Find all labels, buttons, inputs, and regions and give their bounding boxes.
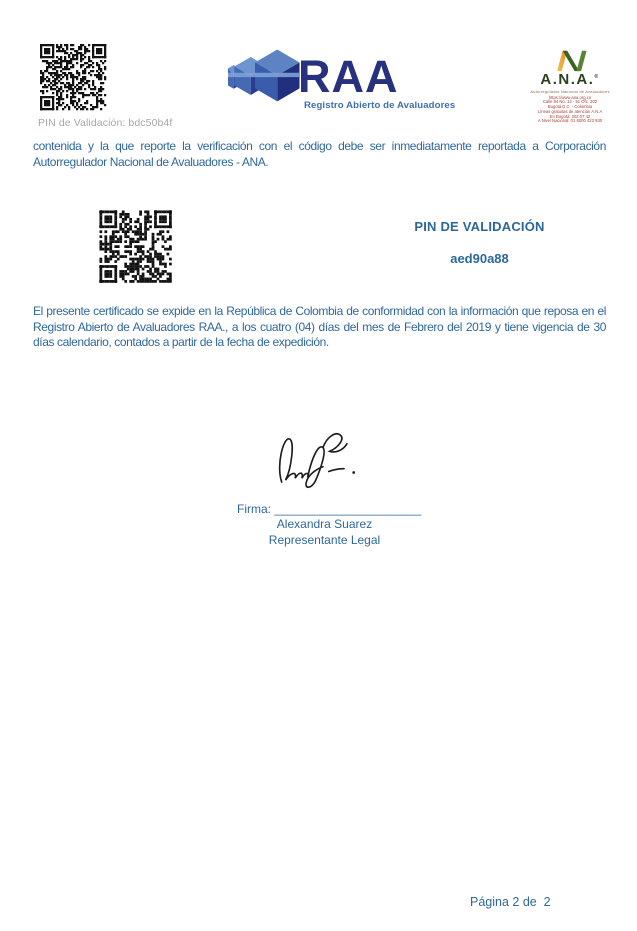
ana-registered-mark: ®	[594, 74, 600, 80]
pin-validation-block	[352, 219, 607, 266]
header-validation-qr-icon	[38, 42, 108, 112]
body-paragraph-1: contenida y la que reporte la verificación con el código debe ser inmediatamente reportada a Corporación Autorregulador Nacional de Avaluadores - ANA.	[33, 139, 606, 169]
ana-n-icon	[551, 48, 589, 72]
handwritten-signature	[274, 426, 370, 494]
pin-validation-value: aed90a88	[450, 251, 509, 266]
signature-block	[237, 502, 422, 548]
ana-address-lines: https://www.ana.org.co Calle 94 No. 14 - 51 Ofc. 202 Bogotá D.C. - Colombia Líneas gratuitas de atención A.N.A En Bogotá: 202 07 42 A Nivel Nacional: 01 8000 423 930	[537, 94, 603, 124]
raa-cubes-icon	[228, 38, 300, 114]
raa-tagline: Registro Abierto de Avaluadores	[304, 100, 456, 111]
pin-validation-qr-icon	[97, 208, 174, 285]
signatory-name: Alexandra Suarez	[276, 517, 373, 532]
pin-validation-title: PIN DE VALIDACIÓN	[414, 219, 545, 234]
signature-label-line: Firma: ______________________	[237, 502, 422, 516]
header-pin-caption: PIN de Validación: bdc50b4f	[38, 117, 173, 129]
body-paragraph-2: El presente certificado se expide en la República de Colombia de conformidad con la información que reposa en el Registro Abierto de Avaluadores RAA., a los cuatro (04) días del mes de Febrero del 2019 y tiene vigencia de 30 días calendario, contados a partir de la fecha de expedición.	[33, 304, 606, 350]
raa-logo	[228, 36, 456, 116]
ana-subtitle: Autorregulador Nacional de Avaluadores	[530, 88, 610, 94]
raa-acronym: RAA	[298, 51, 399, 102]
ana-logo	[515, 48, 625, 124]
page-number: Página 2 de 2	[470, 895, 551, 909]
signatory-title: Representante Legal	[268, 532, 381, 547]
ana-name: A.N.A.®	[540, 71, 600, 88]
